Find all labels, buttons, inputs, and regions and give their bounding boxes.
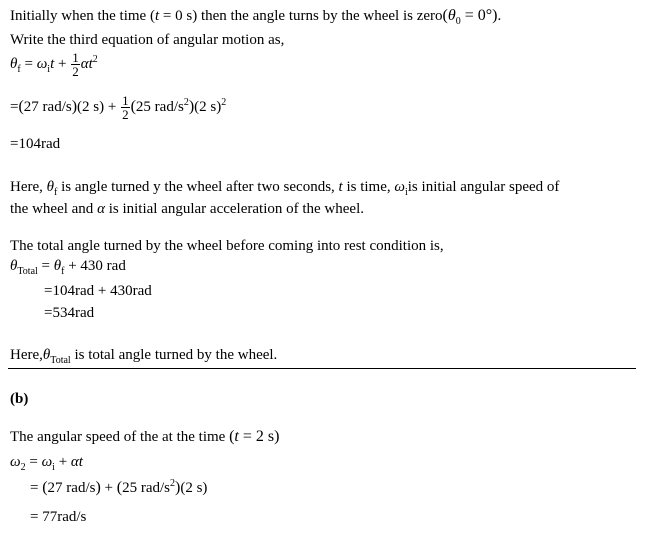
total-equation-3: =534rad xyxy=(44,305,95,321)
total-intro: The total angle turned by the wheel before coming into rest condition is, xyxy=(10,238,444,254)
total-equation-1: $\theta_{Total} = \theta_f + 430$ rad xyxy=(10,258,126,277)
intro-text-2: then the angle turns by the wheel is zero xyxy=(200,8,443,24)
intro-time: (t = 0 s) xyxy=(149,8,198,24)
speed-time: (t = 2 s) xyxy=(229,428,280,445)
here-word-2: Here, xyxy=(10,347,43,363)
omega-equation-1: $\omega_2 = \omega_i + \alpha t$ xyxy=(10,454,83,473)
here-text-3: is initial angular speed of xyxy=(407,179,560,195)
fraction-half-2: $\frac{1}{2}$ xyxy=(122,93,129,122)
intro-angle: $(\theta_0 = 0^\circ)$ xyxy=(442,7,498,28)
total-equation-2: =104rad + 430rad xyxy=(44,283,152,299)
here-text-2: is time, xyxy=(346,179,391,195)
intro-line xyxy=(10,7,502,28)
section-divider xyxy=(8,368,636,369)
here-word: Here, xyxy=(10,179,43,195)
omega-equation-3: = 77rad/s xyxy=(30,509,87,525)
equation-theta-f: $\theta_f = \omega_it$ + $\frac{1}{2}$ $\alpha t^2$ xyxy=(10,50,98,79)
here-text-5: is initial angular acceleration of the wheel. xyxy=(108,201,364,217)
speed-intro-text: The angular speed of the at the time xyxy=(10,429,226,445)
write-third-line: Write the third equation of angular motion as, xyxy=(10,32,285,48)
here-text: is angle turned y the wheel after two seconds, xyxy=(61,179,335,195)
intro-end: . xyxy=(497,8,502,24)
omega-equation-2: = (27 rad/s) + (25 rad/$s^2)(2$ s) xyxy=(30,478,208,496)
here-line-3: $Here,\theta_{Total}$ is total angle turned by the wheel. xyxy=(10,347,278,366)
equation-result: =104rad xyxy=(10,136,61,152)
fraction-half: $\frac{1}{2}$ xyxy=(72,50,79,79)
part-b-label: (b) xyxy=(10,391,29,407)
equation-substitution: =(27 rad/s)(2 s) + $\frac{1}{2}$ (25 rad/$s^2)(2$ s)$^2$ xyxy=(10,93,227,122)
here-text-4: the wheel and xyxy=(10,201,94,217)
intro-text: Initially when the time xyxy=(10,8,147,24)
here-text-6: is total angle turned by the wheel. xyxy=(74,347,278,363)
speed-intro xyxy=(10,428,279,446)
here-line-1: Here, $\theta_f$ is angle turned y the wheel after two seconds, t is time, $\omega_iis$ initial angular speed of xyxy=(10,179,560,198)
here-line-2: the wheel and α is initial angular acceleration of the wheel. xyxy=(10,201,364,217)
